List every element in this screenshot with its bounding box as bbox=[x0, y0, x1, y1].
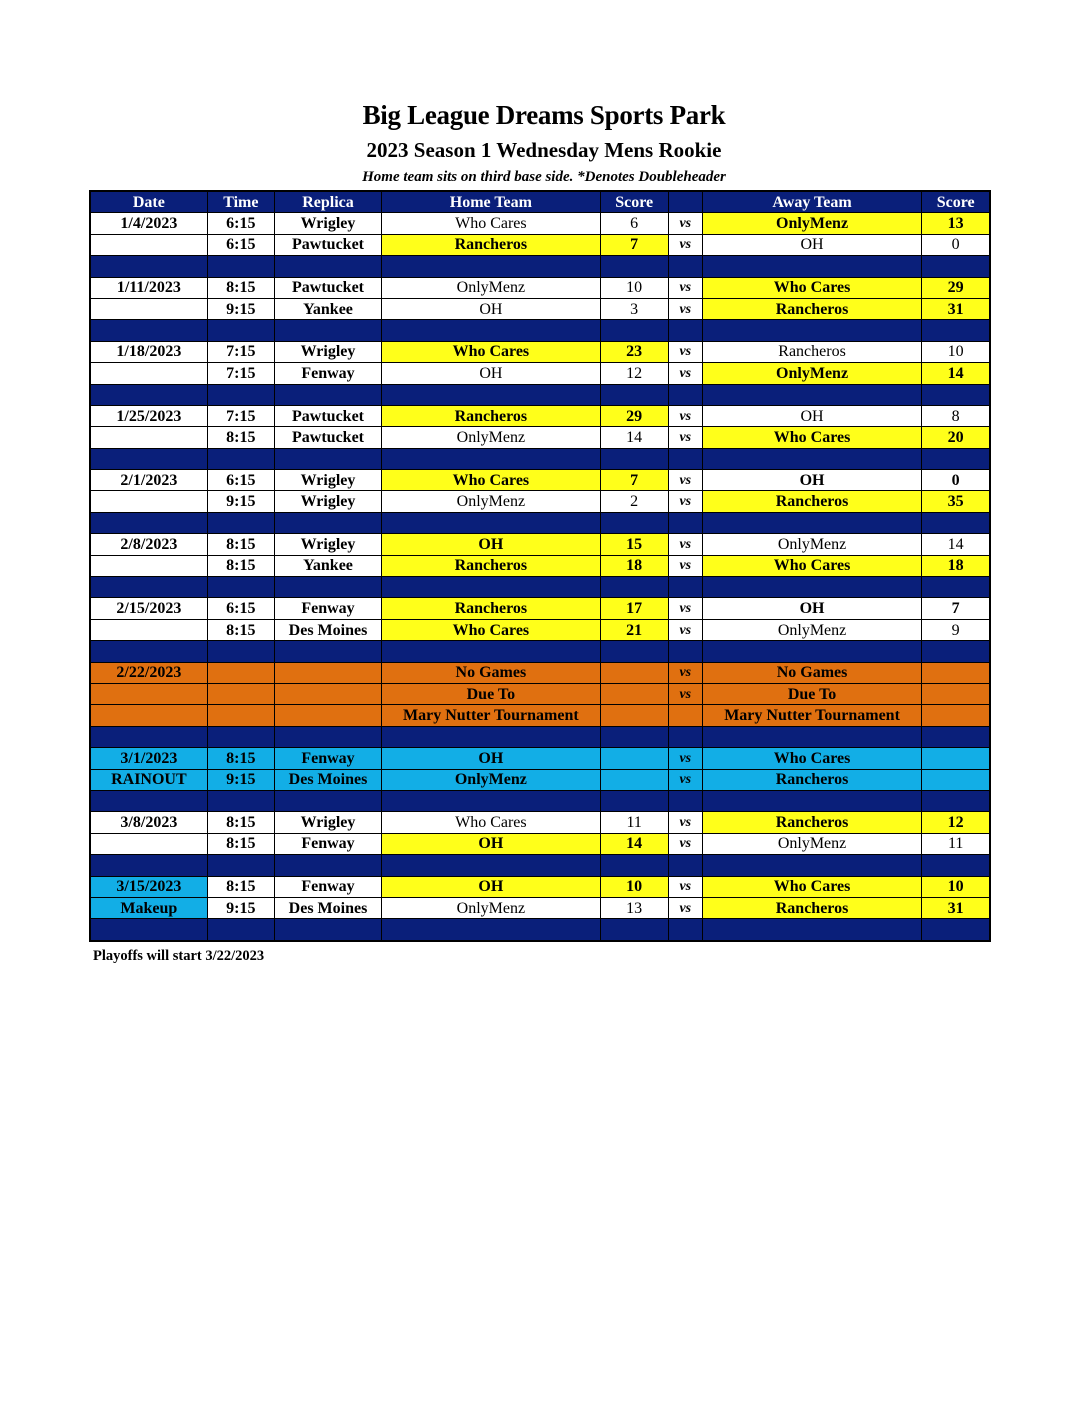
home-team: Rancheros bbox=[382, 405, 600, 426]
game-replica: Wrigley bbox=[274, 812, 381, 833]
home-team: Who Cares bbox=[382, 213, 600, 234]
game-time: 8:15 bbox=[207, 555, 274, 576]
away-team: OnlyMenz bbox=[702, 363, 921, 384]
home-team: OnlyMenz bbox=[382, 491, 600, 512]
home-team: Rancheros bbox=[382, 555, 600, 576]
table-row bbox=[90, 341, 990, 362]
game-replica: Wrigley bbox=[274, 213, 381, 234]
table-row bbox=[90, 598, 990, 619]
vs-label: vs bbox=[668, 812, 702, 833]
game-date: Makeup bbox=[90, 897, 207, 918]
game-date bbox=[90, 705, 207, 726]
away-team: Mary Nutter Tournament bbox=[702, 705, 921, 726]
away-score: 35 bbox=[922, 491, 990, 512]
home-score: 2 bbox=[600, 491, 668, 512]
table-row bbox=[90, 213, 990, 234]
game-replica: Pawtucket bbox=[274, 277, 381, 298]
table-row bbox=[90, 555, 990, 576]
schedule-note: Home team sits on third base side. *Denotes Doubleheader bbox=[362, 169, 726, 185]
spacer-row bbox=[90, 855, 990, 876]
game-replica: Pawtucket bbox=[274, 405, 381, 426]
game-replica: Fenway bbox=[274, 598, 381, 619]
home-team: No Games bbox=[382, 662, 600, 683]
col-header-home-score: Score bbox=[600, 191, 668, 213]
game-replica: Des Moines bbox=[274, 769, 381, 790]
away-team: OH bbox=[702, 470, 921, 491]
away-score bbox=[922, 705, 990, 726]
game-date: 3/1/2023 bbox=[90, 748, 207, 769]
table-row bbox=[90, 363, 990, 384]
table-row bbox=[90, 683, 990, 704]
game-date: RAINOUT bbox=[90, 769, 207, 790]
home-score: 11 bbox=[600, 812, 668, 833]
col-header-vs bbox=[668, 191, 702, 213]
spacer-row bbox=[90, 641, 990, 662]
table-row bbox=[90, 705, 990, 726]
home-team: OH bbox=[382, 833, 600, 854]
game-replica: Wrigley bbox=[274, 491, 381, 512]
playoffs-note: Playoffs will start 3/22/2023 bbox=[93, 948, 265, 964]
vs-label: vs bbox=[668, 748, 702, 769]
vs-label: vs bbox=[668, 405, 702, 426]
game-date: 3/8/2023 bbox=[90, 812, 207, 833]
home-score: 6 bbox=[600, 213, 668, 234]
vs-label: vs bbox=[668, 598, 702, 619]
vs-label: vs bbox=[668, 683, 702, 704]
away-team: Rancheros bbox=[702, 298, 921, 319]
spacer-row bbox=[90, 790, 990, 811]
home-score: 23 bbox=[600, 341, 668, 362]
game-time: 8:15 bbox=[207, 619, 274, 640]
away-team: Who Cares bbox=[702, 555, 921, 576]
home-score: 21 bbox=[600, 619, 668, 640]
game-date bbox=[90, 555, 207, 576]
game-replica: Fenway bbox=[274, 833, 381, 854]
vs-label: vs bbox=[668, 470, 702, 491]
away-score: 13 bbox=[922, 213, 990, 234]
game-time: 6:15 bbox=[207, 213, 274, 234]
home-score: 7 bbox=[600, 470, 668, 491]
away-score: 31 bbox=[922, 897, 990, 918]
home-team: OH bbox=[382, 363, 600, 384]
game-time: 9:15 bbox=[207, 769, 274, 790]
game-date: 1/4/2023 bbox=[90, 213, 207, 234]
game-date: 1/18/2023 bbox=[90, 341, 207, 362]
game-time: 6:15 bbox=[207, 234, 274, 255]
col-header-time: Time bbox=[207, 191, 274, 213]
home-score: 17 bbox=[600, 598, 668, 619]
away-score: 14 bbox=[922, 534, 990, 555]
game-time: 9:15 bbox=[207, 298, 274, 319]
vs-label: vs bbox=[668, 213, 702, 234]
game-date bbox=[90, 234, 207, 255]
table-row bbox=[90, 405, 990, 426]
table-row bbox=[90, 619, 990, 640]
game-time: 8:15 bbox=[207, 748, 274, 769]
away-team: OH bbox=[702, 405, 921, 426]
away-team: Who Cares bbox=[702, 277, 921, 298]
home-score: 12 bbox=[600, 363, 668, 384]
home-team: OnlyMenz bbox=[382, 277, 600, 298]
home-score: 15 bbox=[600, 534, 668, 555]
away-score: 10 bbox=[922, 341, 990, 362]
game-time bbox=[207, 662, 274, 683]
spacer-row bbox=[90, 320, 990, 341]
game-date bbox=[90, 298, 207, 319]
home-score: 10 bbox=[600, 876, 668, 897]
away-score: 7 bbox=[922, 598, 990, 619]
page-title: Big League Dreams Sports Park bbox=[362, 100, 726, 130]
away-score: 12 bbox=[922, 812, 990, 833]
table-row bbox=[90, 470, 990, 491]
vs-label: vs bbox=[668, 298, 702, 319]
table-row bbox=[90, 833, 990, 854]
spacer-row bbox=[90, 448, 990, 469]
game-time: 7:15 bbox=[207, 363, 274, 384]
col-header-away-team: Away Team bbox=[702, 191, 921, 213]
spacer-row bbox=[90, 577, 990, 598]
spacer-row bbox=[90, 384, 990, 405]
game-date bbox=[90, 363, 207, 384]
game-date bbox=[90, 427, 207, 448]
header-row bbox=[90, 191, 990, 213]
table-row bbox=[90, 812, 990, 833]
game-replica: Wrigley bbox=[274, 470, 381, 491]
col-header-away-score: Score bbox=[922, 191, 990, 213]
game-time: 6:15 bbox=[207, 598, 274, 619]
spacer-row bbox=[90, 919, 990, 941]
away-team: Rancheros bbox=[702, 491, 921, 512]
table-row bbox=[90, 491, 990, 512]
away-team: OnlyMenz bbox=[702, 534, 921, 555]
home-team: Due To bbox=[382, 683, 600, 704]
table-row bbox=[90, 769, 990, 790]
game-replica: Des Moines bbox=[274, 619, 381, 640]
away-team: Who Cares bbox=[702, 876, 921, 897]
home-team: Who Cares bbox=[382, 341, 600, 362]
game-replica: Pawtucket bbox=[274, 427, 381, 448]
home-team: OnlyMenz bbox=[382, 897, 600, 918]
away-team: OnlyMenz bbox=[702, 213, 921, 234]
col-header-date: Date bbox=[90, 191, 207, 213]
home-score bbox=[600, 705, 668, 726]
schedule-table bbox=[89, 190, 991, 942]
game-date bbox=[90, 619, 207, 640]
home-team: Who Cares bbox=[382, 812, 600, 833]
home-score bbox=[600, 683, 668, 704]
away-score bbox=[922, 683, 990, 704]
game-replica: Yankee bbox=[274, 555, 381, 576]
game-replica: Fenway bbox=[274, 363, 381, 384]
away-score: 29 bbox=[922, 277, 990, 298]
spacer-row bbox=[90, 726, 990, 747]
away-team: Who Cares bbox=[702, 427, 921, 448]
table-row bbox=[90, 298, 990, 319]
away-score: 11 bbox=[922, 833, 990, 854]
away-score bbox=[922, 662, 990, 683]
away-team: OnlyMenz bbox=[702, 833, 921, 854]
game-time: 9:15 bbox=[207, 491, 274, 512]
game-time: 8:15 bbox=[207, 277, 274, 298]
away-score: 31 bbox=[922, 298, 990, 319]
vs-label: vs bbox=[668, 534, 702, 555]
table-row bbox=[90, 748, 990, 769]
vs-label: vs bbox=[668, 234, 702, 255]
home-score: 14 bbox=[600, 833, 668, 854]
spacer-row bbox=[90, 512, 990, 533]
game-date: 2/1/2023 bbox=[90, 470, 207, 491]
vs-label: vs bbox=[668, 619, 702, 640]
game-replica: Wrigley bbox=[274, 534, 381, 555]
game-replica: Yankee bbox=[274, 298, 381, 319]
away-team: Due To bbox=[702, 683, 921, 704]
spacer-row bbox=[90, 256, 990, 277]
vs-label: vs bbox=[668, 277, 702, 298]
away-score: 8 bbox=[922, 405, 990, 426]
home-team: OH bbox=[382, 298, 600, 319]
away-score: 18 bbox=[922, 555, 990, 576]
home-team: Rancheros bbox=[382, 598, 600, 619]
game-time: 9:15 bbox=[207, 897, 274, 918]
away-team: Rancheros bbox=[702, 897, 921, 918]
game-time: 7:15 bbox=[207, 405, 274, 426]
home-score: 13 bbox=[600, 897, 668, 918]
away-team: No Games bbox=[702, 662, 921, 683]
game-date: 2/8/2023 bbox=[90, 534, 207, 555]
game-time: 8:15 bbox=[207, 833, 274, 854]
home-score bbox=[600, 748, 668, 769]
home-score: 29 bbox=[600, 405, 668, 426]
home-score: 10 bbox=[600, 277, 668, 298]
game-time bbox=[207, 683, 274, 704]
game-time: 7:15 bbox=[207, 341, 274, 362]
table-row bbox=[90, 534, 990, 555]
away-score: 10 bbox=[922, 876, 990, 897]
game-replica: Wrigley bbox=[274, 341, 381, 362]
table-row bbox=[90, 662, 990, 683]
vs-label: vs bbox=[668, 341, 702, 362]
game-date bbox=[90, 833, 207, 854]
game-replica: Pawtucket bbox=[274, 234, 381, 255]
home-score: 18 bbox=[600, 555, 668, 576]
home-score: 3 bbox=[600, 298, 668, 319]
away-team: Rancheros bbox=[702, 341, 921, 362]
away-team: OH bbox=[702, 598, 921, 619]
away-team: OH bbox=[702, 234, 921, 255]
game-replica bbox=[274, 662, 381, 683]
away-team: OnlyMenz bbox=[702, 619, 921, 640]
vs-label bbox=[668, 705, 702, 726]
home-score: 7 bbox=[600, 234, 668, 255]
game-replica bbox=[274, 705, 381, 726]
home-score bbox=[600, 662, 668, 683]
vs-label: vs bbox=[668, 427, 702, 448]
col-header-home-team: Home Team bbox=[382, 191, 600, 213]
game-date: 2/22/2023 bbox=[90, 662, 207, 683]
home-team: Mary Nutter Tournament bbox=[382, 705, 600, 726]
home-team: OH bbox=[382, 748, 600, 769]
away-score: 20 bbox=[922, 427, 990, 448]
vs-label: vs bbox=[668, 491, 702, 512]
vs-label: vs bbox=[668, 363, 702, 384]
game-time: 8:15 bbox=[207, 876, 274, 897]
vs-label: vs bbox=[668, 876, 702, 897]
game-time: 6:15 bbox=[207, 470, 274, 491]
home-team: Who Cares bbox=[382, 619, 600, 640]
page-subtitle: 2023 Season 1 Wednesday Mens Rookie bbox=[366, 138, 722, 162]
game-date bbox=[90, 683, 207, 704]
game-replica: Fenway bbox=[274, 876, 381, 897]
vs-label: vs bbox=[668, 662, 702, 683]
game-date: 1/11/2023 bbox=[90, 277, 207, 298]
away-score: 0 bbox=[922, 470, 990, 491]
vs-label: vs bbox=[668, 897, 702, 918]
home-team: Who Cares bbox=[382, 470, 600, 491]
home-team: OnlyMenz bbox=[382, 769, 600, 790]
vs-label: vs bbox=[668, 769, 702, 790]
game-date: 2/15/2023 bbox=[90, 598, 207, 619]
home-team: OH bbox=[382, 534, 600, 555]
away-team: Rancheros bbox=[702, 812, 921, 833]
game-time: 8:15 bbox=[207, 427, 274, 448]
game-date: 3/15/2023 bbox=[90, 876, 207, 897]
game-replica: Des Moines bbox=[274, 897, 381, 918]
game-date: 1/25/2023 bbox=[90, 405, 207, 426]
vs-label: vs bbox=[668, 833, 702, 854]
table-row bbox=[90, 876, 990, 897]
home-score bbox=[600, 769, 668, 790]
table-row bbox=[90, 427, 990, 448]
table-row bbox=[90, 234, 990, 255]
home-team: Rancheros bbox=[382, 234, 600, 255]
game-time: 8:15 bbox=[207, 812, 274, 833]
home-score: 14 bbox=[600, 427, 668, 448]
game-replica bbox=[274, 683, 381, 704]
game-date bbox=[90, 491, 207, 512]
away-team: Who Cares bbox=[702, 748, 921, 769]
home-team: OH bbox=[382, 876, 600, 897]
game-time bbox=[207, 705, 274, 726]
away-score bbox=[922, 748, 990, 769]
vs-label: vs bbox=[668, 555, 702, 576]
table-row bbox=[90, 897, 990, 918]
away-team: Rancheros bbox=[702, 769, 921, 790]
away-score: 14 bbox=[922, 363, 990, 384]
game-replica: Fenway bbox=[274, 748, 381, 769]
away-score bbox=[922, 769, 990, 790]
home-team: OnlyMenz bbox=[382, 427, 600, 448]
game-time: 8:15 bbox=[207, 534, 274, 555]
col-header-replica: Replica bbox=[274, 191, 381, 213]
away-score: 0 bbox=[922, 234, 990, 255]
away-score: 9 bbox=[922, 619, 990, 640]
table-row bbox=[90, 277, 990, 298]
